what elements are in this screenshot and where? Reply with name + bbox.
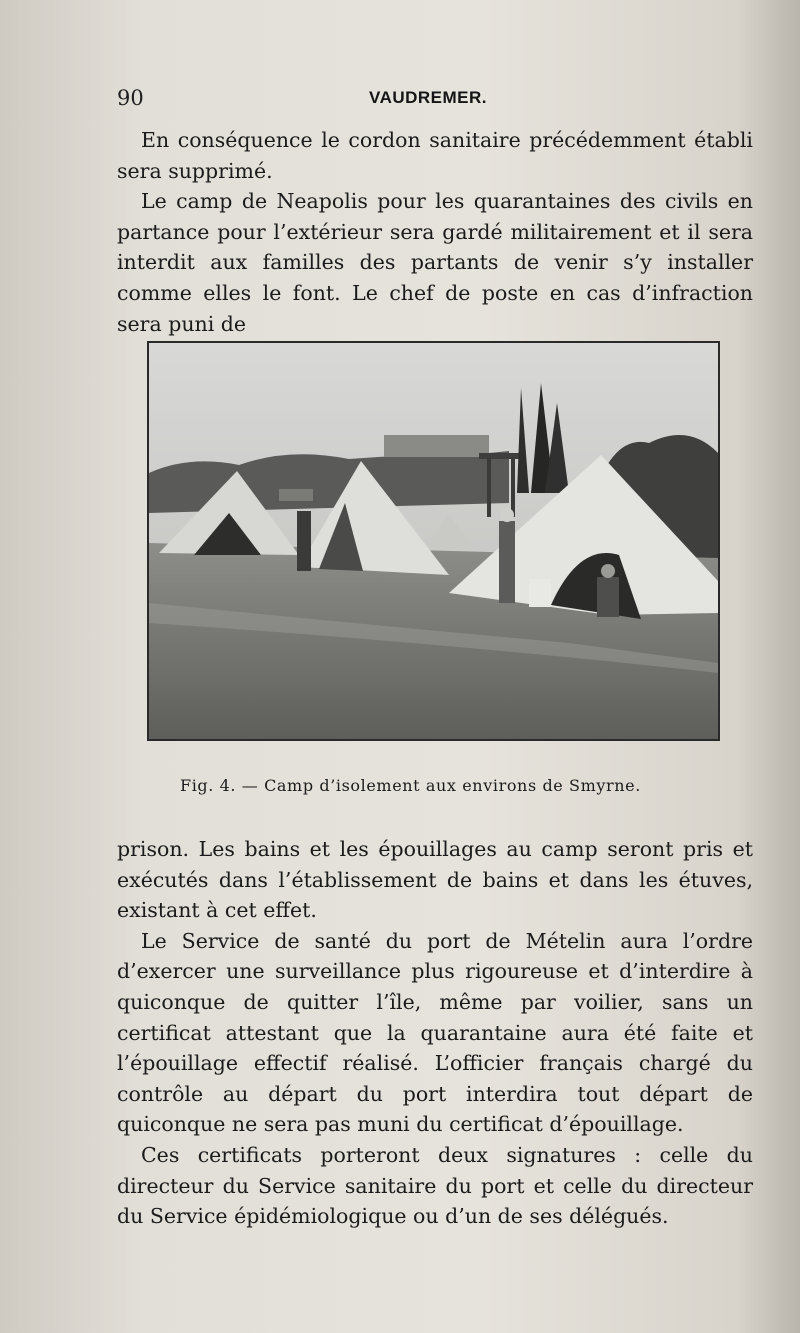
running-head <box>117 86 757 116</box>
paragraph: prison. Les bains et les épouillages au camp seront pris et exécutés dans l’établissement de bains et dans les étuves, existant à cet effet. <box>117 837 753 923</box>
page-number: 90 <box>117 86 144 110</box>
running-title: VAUDREMER. <box>369 88 488 107</box>
camp-photograph <box>147 341 720 741</box>
paragraph: Le camp de Neapolis pour les quarantaines des civils en partance pour l’extérieur sera gardé militairement et il sera interdit aux familles des partants de venir s’y installer comme elles le font. Le chef de poste en cas d’infraction sera puni de <box>117 189 753 336</box>
paragraph: Ces certificats porteront deux signatures : celle du directeur du Service sanitaire du port et celle du directeur du Service épidémiologique ou d’un de ses délégués. <box>117 1142 753 1229</box>
figure-caption: Fig. 4. — Camp d’isolement aux environs de Smyrne. <box>180 776 641 795</box>
paragraph: En conséquence le cordon sanitaire précédemment établi sera supprimé. <box>117 128 753 183</box>
text-block-top <box>117 125 753 339</box>
paragraph: Le Service de santé du port de Mételin aura l’ordre d’exercer une surveillance plus rigoureuse et d’interdire à quiconque de quitter l’île, même par voilier, sans un certificat attestant que la quarantaine aura été faite et l’épouillage effectif réalisé. L’officier français chargé du contrôle au départ du port interdira tout départ de quiconque ne sera pas muni du certificat d’épouillage. <box>117 928 753 1137</box>
text-block-bottom <box>117 834 753 1232</box>
